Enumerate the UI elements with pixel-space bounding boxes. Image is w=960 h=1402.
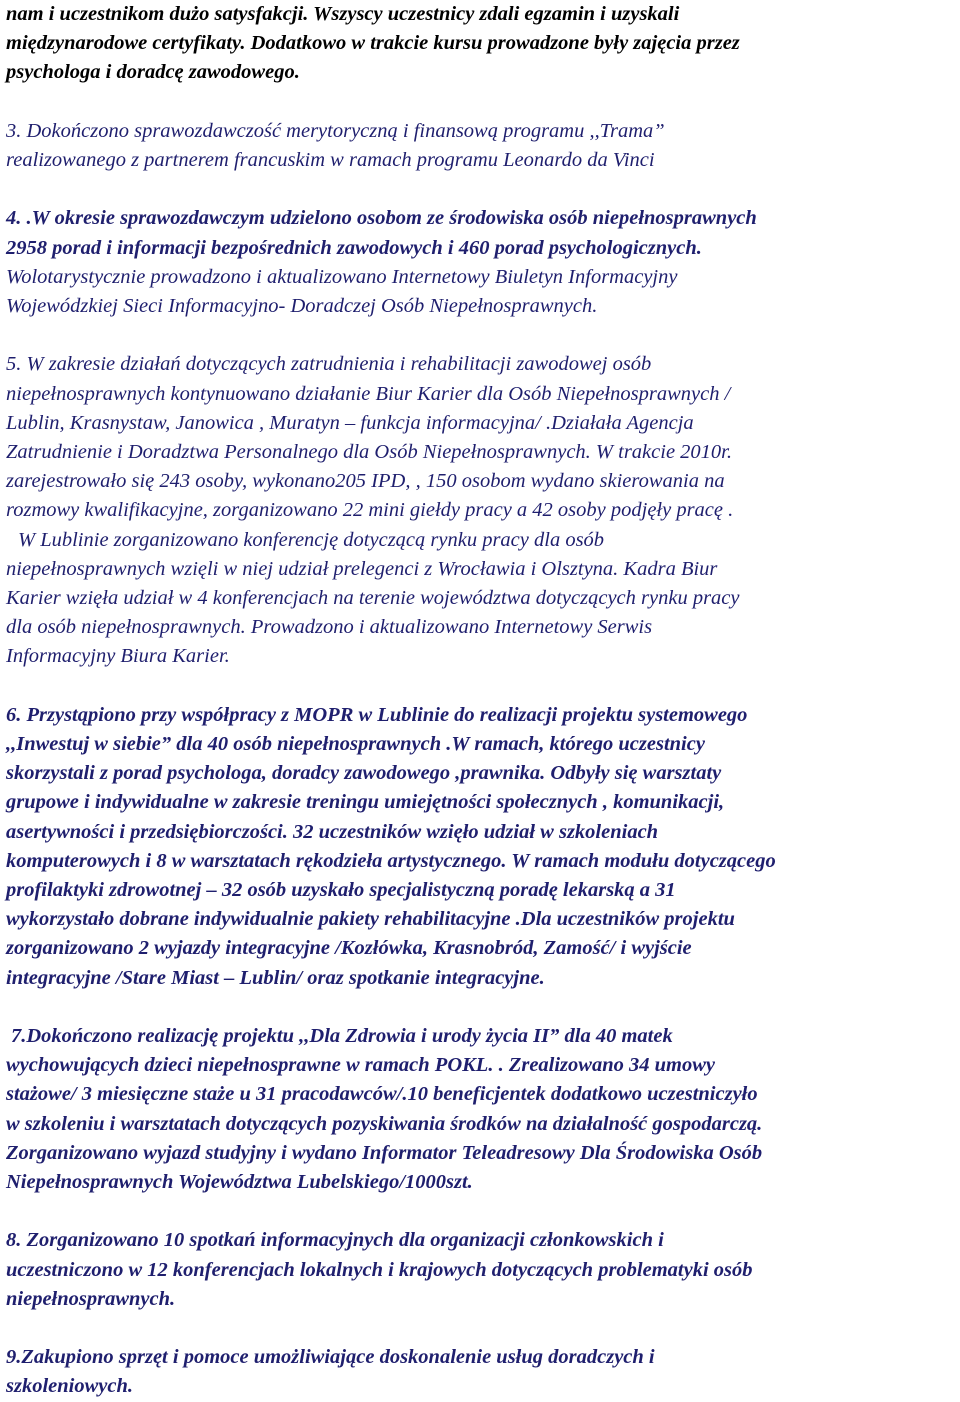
paragraph-item-5 [6, 350, 956, 671]
text-line: niepełnosprawnych wzięli w niej udział prelegenci z Wrocławia i Olsztyna. Kadra Biur [6, 557, 718, 580]
text-line: zarejestrowało się 243 osoby, wykonano205 IPD, , 150 osobom wydano skierowania na [6, 470, 725, 493]
paragraph-spacer [6, 1197, 956, 1226]
text-line: W Lublinie zorganizowano konferencję dotyczącą rynku pracy dla osób [18, 528, 605, 551]
text-line: zorganizowano 2 wyjazdy integracyjne /Kozłówka, Krasnobród, Zamość/ i wyjście [6, 937, 692, 960]
text-line: niepełnosprawnych. [6, 1287, 176, 1310]
text-line: Zatrudnienie i Doradztwa Personalnego dla Osób Niepełnosprawnych. W trakcie 2010r. [6, 441, 732, 463]
text-line: ,,Inwestuj w siebie” dla 40 osób niepełnosprawnych .W ramach, którego uczestnicy [6, 733, 705, 756]
paragraph-spacer [6, 1314, 956, 1343]
text-line: integracyjne /Stare Miast – Lublin/ oraz spotkanie integracyjne. [6, 966, 545, 989]
text-line: 3. Dokończono sprawozdawczość merytoryczną i finansową programu ,,Trama” [6, 119, 665, 142]
paragraph-item-6 [6, 701, 956, 993]
text-line: realizowanego z partnerem francuskim w ramach programu Leonardo da Vinci [6, 149, 655, 171]
text-line: Niepełnosprawnych Województwa Lubelskiego/1000szt. [6, 1171, 473, 1194]
text-line: rozmowy kwalifikacyjne, zorganizowano 22 mini giełdy pracy a 42 osoby podjęły pracę . [6, 499, 734, 522]
text-line: niepełnosprawnych kontynuowano działanie Biur Karier dla Osób Niepełnosprawnych / [6, 382, 731, 405]
text-line: Lublin, Krasnystaw, Janowica , Muratyn – funkcja informacyjna/ .Działała Agencja [6, 411, 694, 434]
text-line: 8. Zorganizowano 10 spotkań informacyjnych dla organizacji członkowskich i [6, 1229, 664, 1252]
text-line: międzynarodowe certyfikaty. Dodatkowo w trakcie kursu prowadzone były zajęcia przez [6, 32, 740, 55]
text-line: 7.Dokończono realizację projektu ,,Dla Zdrowia i urody życia II” dla 40 matek [11, 1025, 673, 1048]
text-line: szkoleniowych. [6, 1375, 133, 1398]
paragraph-item-7 [6, 1022, 956, 1197]
paragraph-spacer [6, 672, 956, 701]
paragraph-intro [6, 0, 956, 88]
text-line: wykorzystało dobrane indywidualnie pakiety rehabilitacyjne .Dla uczestników projektu [6, 908, 735, 931]
paragraph-item-8 [6, 1226, 956, 1314]
text-line: Zorganizowano wyjazd studyjny i wydano Informator Teleadresowy Dla Środowiska Osób [6, 1141, 763, 1164]
text-line: asertywności i przedsiębiorczości. 32 uczestników wzięło udział w szkoleniach [6, 820, 659, 843]
paragraph-spacer [6, 993, 956, 1022]
text-line: wychowujących dzieci niepełnosprawne w ramach POKL. . Zrealizowano 34 umowy [6, 1054, 715, 1077]
text-line: Wolotarystycznie prowadzono i aktualizowano Internetowy Biuletyn Informacyjny [6, 265, 678, 288]
paragraph-item-4 [6, 204, 956, 321]
paragraph-spacer [6, 321, 956, 350]
document-page [6, 0, 956, 1402]
paragraph-item-3 [6, 117, 956, 175]
text-line: stażowe/ 3 miesięczne staże u 31 pracodawców/.10 beneficjentek dodatkowo uczestniczyło [6, 1083, 758, 1106]
text-line: Karier wzięła udział w 4 konferencjach na terenie województwa dotyczących rynku pracy [6, 587, 740, 610]
paragraph-spacer [6, 88, 956, 117]
text-line: komputerowych i 8 w warsztatach rękodzieła artystycznego. W ramach modułu dotyczącego [6, 849, 776, 872]
text-line: uczestniczono w 12 konferencjach lokalnych i krajowych dotyczących problematyki osób [6, 1258, 753, 1281]
paragraph-spacer [6, 175, 956, 204]
text-line: grupowe i indywidualne w zakresie treningu umiejętności społecznych , komunikacji, [6, 791, 725, 814]
text-line: 2958 porad i informacji bezpośrednich zawodowych i 460 porad psychologicznych. [6, 236, 702, 259]
text-line: 9.Zakupiono sprzęt i pomoce umożliwiające doskonalenie usług doradczych i [6, 1346, 655, 1369]
text-line: 4. .W okresie sprawozdawczym udzielono osobom ze środowiska osób niepełnosprawnych [6, 207, 757, 230]
text-line: Informacyjny Biura Karier. [6, 645, 230, 668]
paragraph-item-9 [6, 1343, 956, 1401]
text-line: 6. Przystąpiono przy współpracy z MOPR w Lublinie do realizacji projektu systemowego [6, 703, 748, 726]
text-line: Wojewódzkiej Sieci Informacyjno- Doradczej Osób Niepełnosprawnych. [6, 295, 598, 317]
text-line: nam i uczestnikom dużo satysfakcji. Wszyscy uczestnicy zdali egzamin i uzyskali [6, 3, 680, 25]
text-line: 5. W zakresie działań dotyczących zatrudnienia i rehabilitacji zawodowej osób [6, 353, 652, 376]
text-line: profilaktyki zdrowotnej – 32 osób uzyskało specjalistyczną poradę lekarską a 31 [6, 879, 676, 902]
text-line: skorzystali z porad psychologa, doradcy zawodowego ,prawnika. Odbyły się warsztaty [6, 762, 722, 785]
text-line: w szkoleniu i warsztatach dotyczących pozyskiwania środków na działalność gospodarczą. [6, 1112, 763, 1135]
text-line: dla osób niepełnosprawnych. Prowadzono i aktualizowano Internetowy Serwis [6, 616, 653, 639]
text-line: psychologa i doradcę zawodowego. [6, 61, 300, 84]
